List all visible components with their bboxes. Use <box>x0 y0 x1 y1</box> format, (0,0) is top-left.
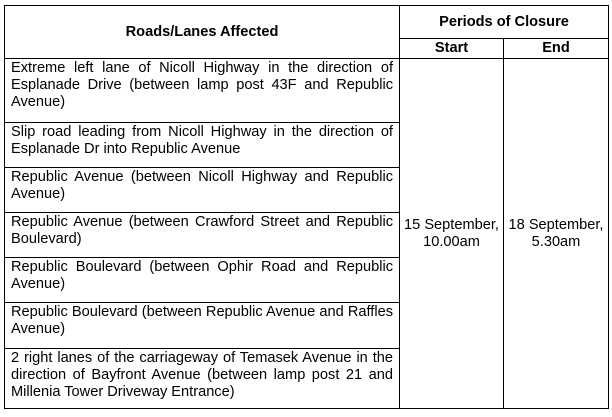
road-cell <box>5 168 400 213</box>
road-text: Republic Boulevard (between Ophir Road and Republic Avenue) <box>11 259 393 292</box>
road-cell <box>5 303 400 349</box>
road-text: Republic Avenue (between Crawford Street and Republic Boulevard) <box>11 214 393 247</box>
road-cell <box>5 59 400 123</box>
road-cell <box>5 258 400 303</box>
road-closure-table <box>4 5 609 409</box>
road-cell <box>5 349 400 409</box>
start-date-cell: 15 September, 10.00am <box>400 59 504 409</box>
road-text: 2 right lanes of the carriageway of Temasek Avenue in the direction of Bayfront Avenue (between lamp post 21 and Millenia Tower Driveway Entrance) <box>11 350 393 400</box>
start-header: Start <box>400 39 504 59</box>
road-text: Slip road leading from Nicoll Highway in the direction of Esplanade Dr into Republic Avenue <box>11 124 393 157</box>
road-text: Republic Boulevard (between Republic Avenue and Raffles Avenue) <box>11 304 393 337</box>
road-text: Extreme left lane of Nicoll Highway in the direction of Esplanade Drive (between lamp post 43F and Republic Avenue) <box>11 60 393 110</box>
end-header: End <box>504 39 609 59</box>
table-row <box>5 59 609 123</box>
end-date-cell: 18 September, 5.30am <box>504 59 609 409</box>
roads-affected-header: Roads/Lanes Affected <box>5 6 400 59</box>
road-cell <box>5 213 400 258</box>
periods-of-closure-header: Periods of Closure <box>400 6 609 39</box>
road-cell <box>5 123 400 168</box>
road-text: Republic Avenue (between Nicoll Highway and Republic Avenue) <box>11 169 393 202</box>
